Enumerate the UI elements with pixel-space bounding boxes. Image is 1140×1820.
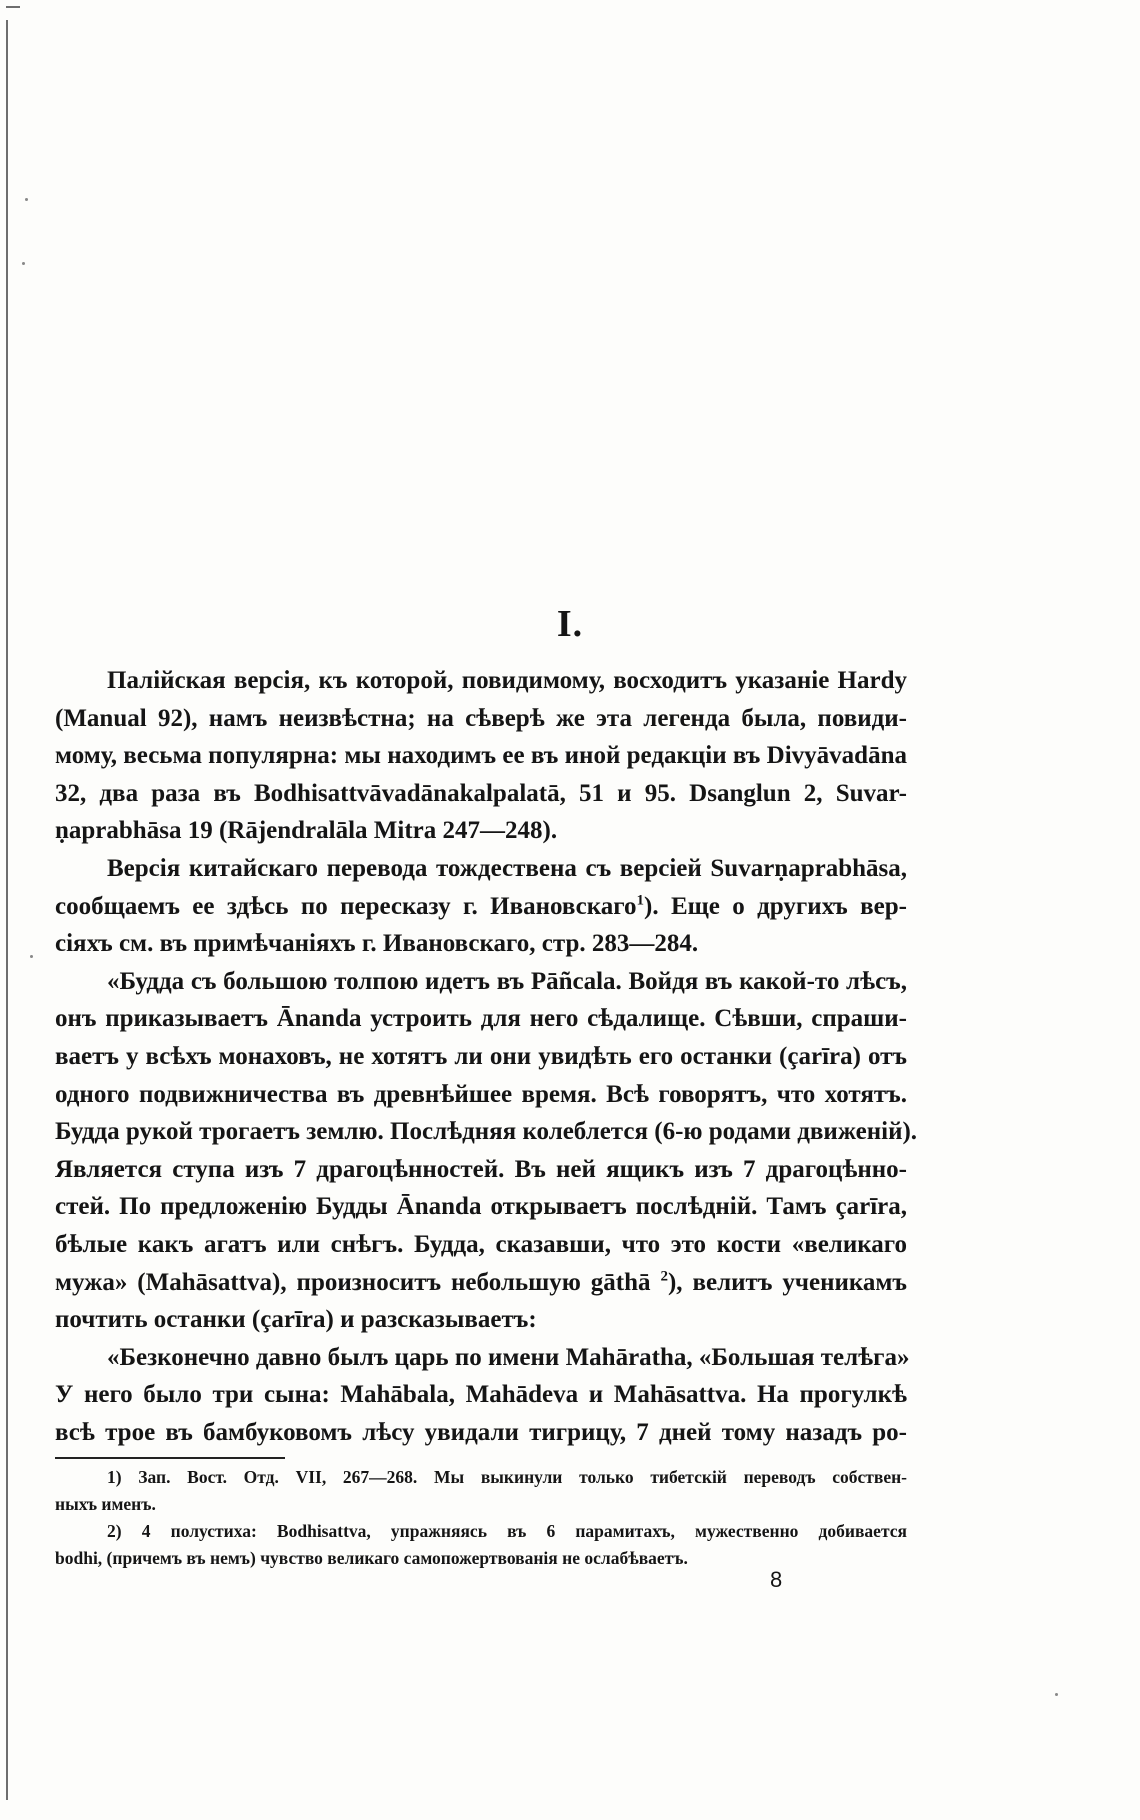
text-line: почтить останки (çarīra) и разсказываетъ:	[55, 1306, 537, 1334]
body-text	[55, 662, 918, 1451]
text-fragment: сообщаемъ ее здѣсь по пересказу г. Ивановскаго	[55, 892, 637, 920]
text-line: У него было три сына: Mahābala, Mahādeva и Mahāsattva. На прогулкѣ	[55, 1381, 907, 1409]
text-line: Версія китайскаго перевода тождествена съ версіей Suvarṇaprabhāsa,	[107, 854, 907, 882]
text-line	[55, 888, 907, 926]
text-fragment: мужа» (Mahāsattva), произноситъ небольшую gāthā	[55, 1268, 651, 1296]
text-line: (Manual 92), намъ неизвѣстна; на сѣверѣ же эта легенда была, повиди-	[55, 704, 907, 732]
text-line: Является ступа изъ 7 драгоцѣнностей. Въ ней ящикъ изъ 7 драгоцѣнно-	[55, 1155, 907, 1183]
text-line: ваетъ у всѣхъ монаховъ, не хотятъ ли они увидѣть его останки (çarīra) отъ	[55, 1042, 907, 1070]
scan-corner-mark	[6, 6, 20, 8]
scan-speck	[25, 198, 28, 201]
footnotes	[55, 1464, 907, 1572]
text-line	[55, 1264, 907, 1302]
footnote-divider	[55, 1457, 285, 1459]
text-line: всѣ трое въ бамбуковомъ лѣсу увидали тигрицу, 7 дней тому назадъ ро-	[55, 1418, 907, 1446]
scan-left-edge	[6, 20, 8, 1800]
text-line: Будда рукой трогаетъ землю. Послѣдняя колеблется (6-ю родами движеній).	[55, 1118, 918, 1146]
footnote-ref: 2	[660, 1268, 668, 1285]
scan-speck	[22, 262, 25, 265]
text-line: «Будда съ большою толпою идетъ въ Pāñcala. Войдя въ какой-то лѣсъ,	[107, 967, 907, 995]
text-line: «Безконечно давно былъ царь по имени Mahāratha, «Большая телѣга»	[107, 1343, 910, 1371]
text-line: стей. По предложенію Будды Ānanda открываетъ послѣдній. Тамъ çarīra,	[55, 1193, 907, 1221]
text-line: сіяхъ см. въ примѣчаніяхъ г. Ивановскаго, стр. 283—284.	[55, 930, 699, 958]
footnote-ref: 1	[636, 892, 645, 909]
text-line: 32, два раза въ Bodhisattvāvadānakalpalatā, 51 и 95. Dsanglun 2, Suvar-	[55, 779, 907, 807]
footnote-line: ныхъ именъ.	[55, 1494, 156, 1514]
footnote-line: 1) Зап. Вост. Отд. VII, 267—268. Мы выкинули только тибетскій переводъ собствен-	[107, 1467, 907, 1487]
text-fragment: ), велитъ ученикамъ	[667, 1268, 908, 1296]
text-line: мому, весьма популярна: мы находимъ ее въ иной редакціи въ Divyāvadāna	[55, 742, 907, 770]
footnote-line: bodhi, (причемъ въ немъ) чувство великаго самопожертвованія не ослабѣваетъ.	[55, 1548, 688, 1568]
page-number: 8	[770, 1567, 783, 1592]
text-line: ṇaprabhāsa 19 (Rājendralāla Mitra 247—248).	[55, 817, 558, 845]
chapter-heading: I.	[556, 603, 584, 645]
scan-speck	[1055, 1693, 1058, 1696]
text-line: онъ приказываетъ Ānanda устроить для него сѣдалище. Сѣвши, спраши-	[55, 1005, 907, 1033]
text-line: Палійская версія, къ которой, повидимому, восходитъ указаніе Hardy	[107, 667, 907, 694]
text-line: одного подвижничества въ древнѣйшее время. Всѣ говорятъ, что хотятъ.	[55, 1080, 907, 1108]
text-fragment: ). Еще о другихъ вер-	[644, 892, 907, 920]
footnote-line: 2) 4 полустиха: Bodhisattva, упражняясь въ 6 парамитахъ, мужественно добивается	[107, 1521, 907, 1541]
text-line: бѣлые какъ агатъ или снѣгъ. Будда, сказавши, что это кости «великаго	[55, 1230, 907, 1258]
scan-speck	[30, 955, 33, 958]
